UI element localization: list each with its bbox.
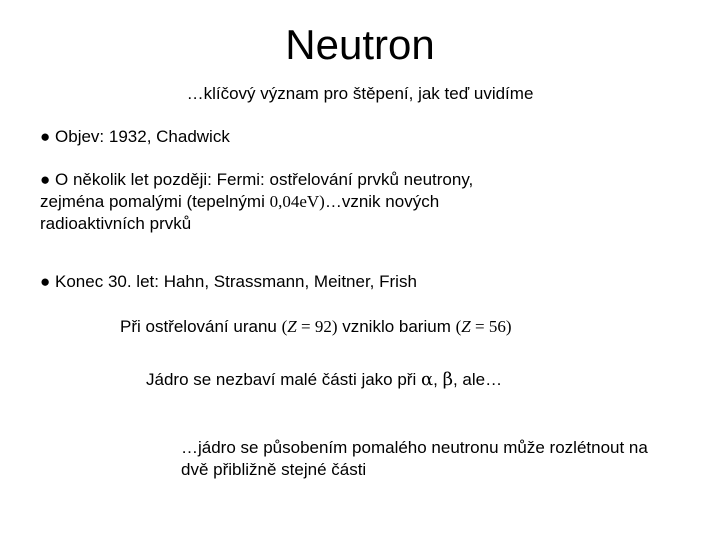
- beta-symbol: β: [442, 369, 453, 390]
- bullet-marker: ●: [40, 127, 51, 146]
- formula-paren: (: [455, 317, 462, 336]
- formula-value: = 92): [296, 317, 338, 336]
- note-nucleus: [146, 369, 502, 391]
- bullet-text: O několik let později: Fermi: ostřelování prvků neutrony,: [55, 170, 474, 189]
- formula-paren: (: [281, 317, 288, 336]
- text-segment: ,: [433, 370, 443, 389]
- text-segment: …vznik nových: [324, 192, 440, 211]
- bullet-fermi-line1: [40, 169, 473, 191]
- formula-var-z: Z: [287, 317, 297, 336]
- bullet-marker: ●: [40, 170, 51, 189]
- text-segment: zejména pomalými (tepelnými: [40, 192, 270, 211]
- text-segment: vzniklo barium: [337, 317, 456, 336]
- bullet-text: Objev: 1932, Chadwick: [55, 127, 230, 146]
- bullet-late-30s: [40, 271, 417, 293]
- text-segment: Při ostřelování uranu: [120, 317, 282, 336]
- bullet-discovery: [40, 126, 230, 148]
- energy-formula: 0,04eV): [269, 192, 325, 211]
- note-fission-line1: …jádro se působením pomalého neutronu může rozlétnout na: [181, 438, 648, 457]
- formula-value: = 56): [470, 317, 512, 336]
- bullet-fermi-line2: [40, 191, 439, 213]
- bullet-fermi-line3: radioaktivních prvků: [40, 214, 192, 233]
- slide-title: Neutron: [285, 21, 435, 68]
- text-segment: Jádro se nezbaví malé části jako při: [146, 370, 421, 389]
- slide-subtitle: …klíčový význam pro štěpení, jak teď uvidíme: [186, 84, 534, 103]
- bullet-text: Konec 30. let: Hahn, Strassmann, Meitner, Frish: [55, 272, 417, 291]
- note-uranium: [120, 316, 511, 338]
- text-segment: , ale…: [452, 370, 503, 389]
- formula-var-z: Z: [461, 317, 471, 336]
- alpha-symbol: α: [420, 369, 434, 390]
- bullet-marker: ●: [40, 272, 51, 291]
- note-fission-line2: dvě přibližně stejné části: [181, 460, 367, 479]
